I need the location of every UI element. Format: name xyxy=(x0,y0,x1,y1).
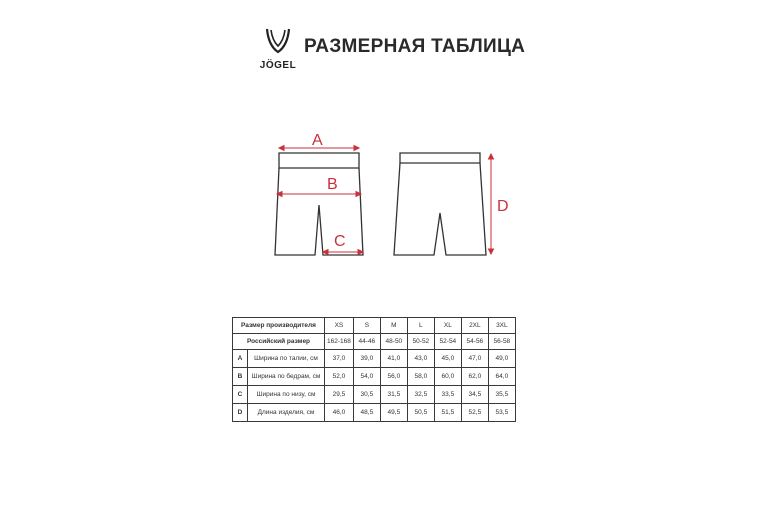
measure-value: 60,0 xyxy=(434,368,461,386)
russian-size-label: Российский размер xyxy=(233,334,325,350)
russian-size-cell: 56-58 xyxy=(488,334,515,350)
table-row-russian xyxy=(233,334,516,350)
measure-value: 30,5 xyxy=(353,386,380,404)
measure-value: 53,5 xyxy=(488,404,515,422)
size-header-cell: 3XL xyxy=(488,318,515,334)
size-header-cell: XL xyxy=(434,318,461,334)
table-row xyxy=(233,404,516,422)
size-table xyxy=(232,317,516,422)
measure-value: 52,0 xyxy=(325,368,354,386)
measure-value: 49,5 xyxy=(380,404,407,422)
measure-value: 33,5 xyxy=(434,386,461,404)
measure-letter: C xyxy=(233,386,248,404)
shorts-back-body xyxy=(394,163,486,255)
measure-value: 64,0 xyxy=(488,368,515,386)
russian-size-cell: 52-54 xyxy=(434,334,461,350)
measure-value: 54,0 xyxy=(353,368,380,386)
shorts-front-waistband xyxy=(279,153,359,168)
measure-a-label: A xyxy=(312,132,323,149)
measure-value: 41,0 xyxy=(380,350,407,368)
measure-letter: D xyxy=(233,404,248,422)
measure-value: 34,5 xyxy=(461,386,488,404)
measure-b-arrow xyxy=(277,192,361,197)
measure-d-label: D xyxy=(497,198,509,215)
measure-value: 31,5 xyxy=(380,386,407,404)
table-row xyxy=(233,350,516,368)
header xyxy=(258,28,558,72)
jogel-logo-icon xyxy=(264,28,292,58)
size-header-cell: S xyxy=(353,318,380,334)
jogel-logo xyxy=(258,28,298,72)
size-header-cell: 2XL xyxy=(461,318,488,334)
manufacturer-size-label: Размер производителя xyxy=(233,318,325,334)
measure-letter: A xyxy=(233,350,248,368)
measure-value: 46,0 xyxy=(325,404,354,422)
measure-name: Ширина по низу, см xyxy=(248,386,325,404)
measure-value: 29,5 xyxy=(325,386,354,404)
russian-size-cell: 54-56 xyxy=(461,334,488,350)
measure-value: 37,0 xyxy=(325,350,354,368)
russian-size-cell: 44-46 xyxy=(353,334,380,350)
measure-value: 35,5 xyxy=(488,386,515,404)
measure-name: Ширина по бедрам, см xyxy=(248,368,325,386)
measure-value: 49,0 xyxy=(488,350,515,368)
shorts-front xyxy=(275,153,363,255)
table-row-manufacturer xyxy=(233,318,516,334)
measure-value: 47,0 xyxy=(461,350,488,368)
measure-c-label: C xyxy=(334,233,346,250)
brand-name: JÖGEL xyxy=(259,60,297,71)
measure-name: Длина изделия, см xyxy=(248,404,325,422)
measure-value: 39,0 xyxy=(353,350,380,368)
shorts-back-waistband xyxy=(400,153,480,163)
shorts-front-body xyxy=(275,168,363,255)
measure-value: 62,0 xyxy=(461,368,488,386)
measure-value: 56,0 xyxy=(380,368,407,386)
size-header-cell: XS xyxy=(325,318,354,334)
measure-value: 32,5 xyxy=(407,386,434,404)
measure-b-label: B xyxy=(327,176,338,193)
measure-value: 48,5 xyxy=(353,404,380,422)
russian-size-cell: 50-52 xyxy=(407,334,434,350)
page-title: РАЗМЕРНАЯ ТАБЛИЦА xyxy=(304,36,526,57)
measure-name: Ширина по талии, см xyxy=(248,350,325,368)
measure-value: 58,0 xyxy=(407,368,434,386)
measure-value: 45,0 xyxy=(434,350,461,368)
measure-c-arrow xyxy=(323,250,363,255)
measure-value: 43,0 xyxy=(407,350,434,368)
russian-size-cell: 48-50 xyxy=(380,334,407,350)
shorts-back xyxy=(394,153,486,255)
measure-letter: B xyxy=(233,368,248,386)
measure-value: 52,5 xyxy=(461,404,488,422)
russian-size-cell: 162-168 xyxy=(325,334,354,350)
measure-value: 50,5 xyxy=(407,404,434,422)
table-row xyxy=(233,386,516,404)
measure-d-arrow xyxy=(489,154,494,254)
size-header-cell: L xyxy=(407,318,434,334)
size-header-cell: M xyxy=(380,318,407,334)
measure-value: 51,5 xyxy=(434,404,461,422)
table-row xyxy=(233,368,516,386)
